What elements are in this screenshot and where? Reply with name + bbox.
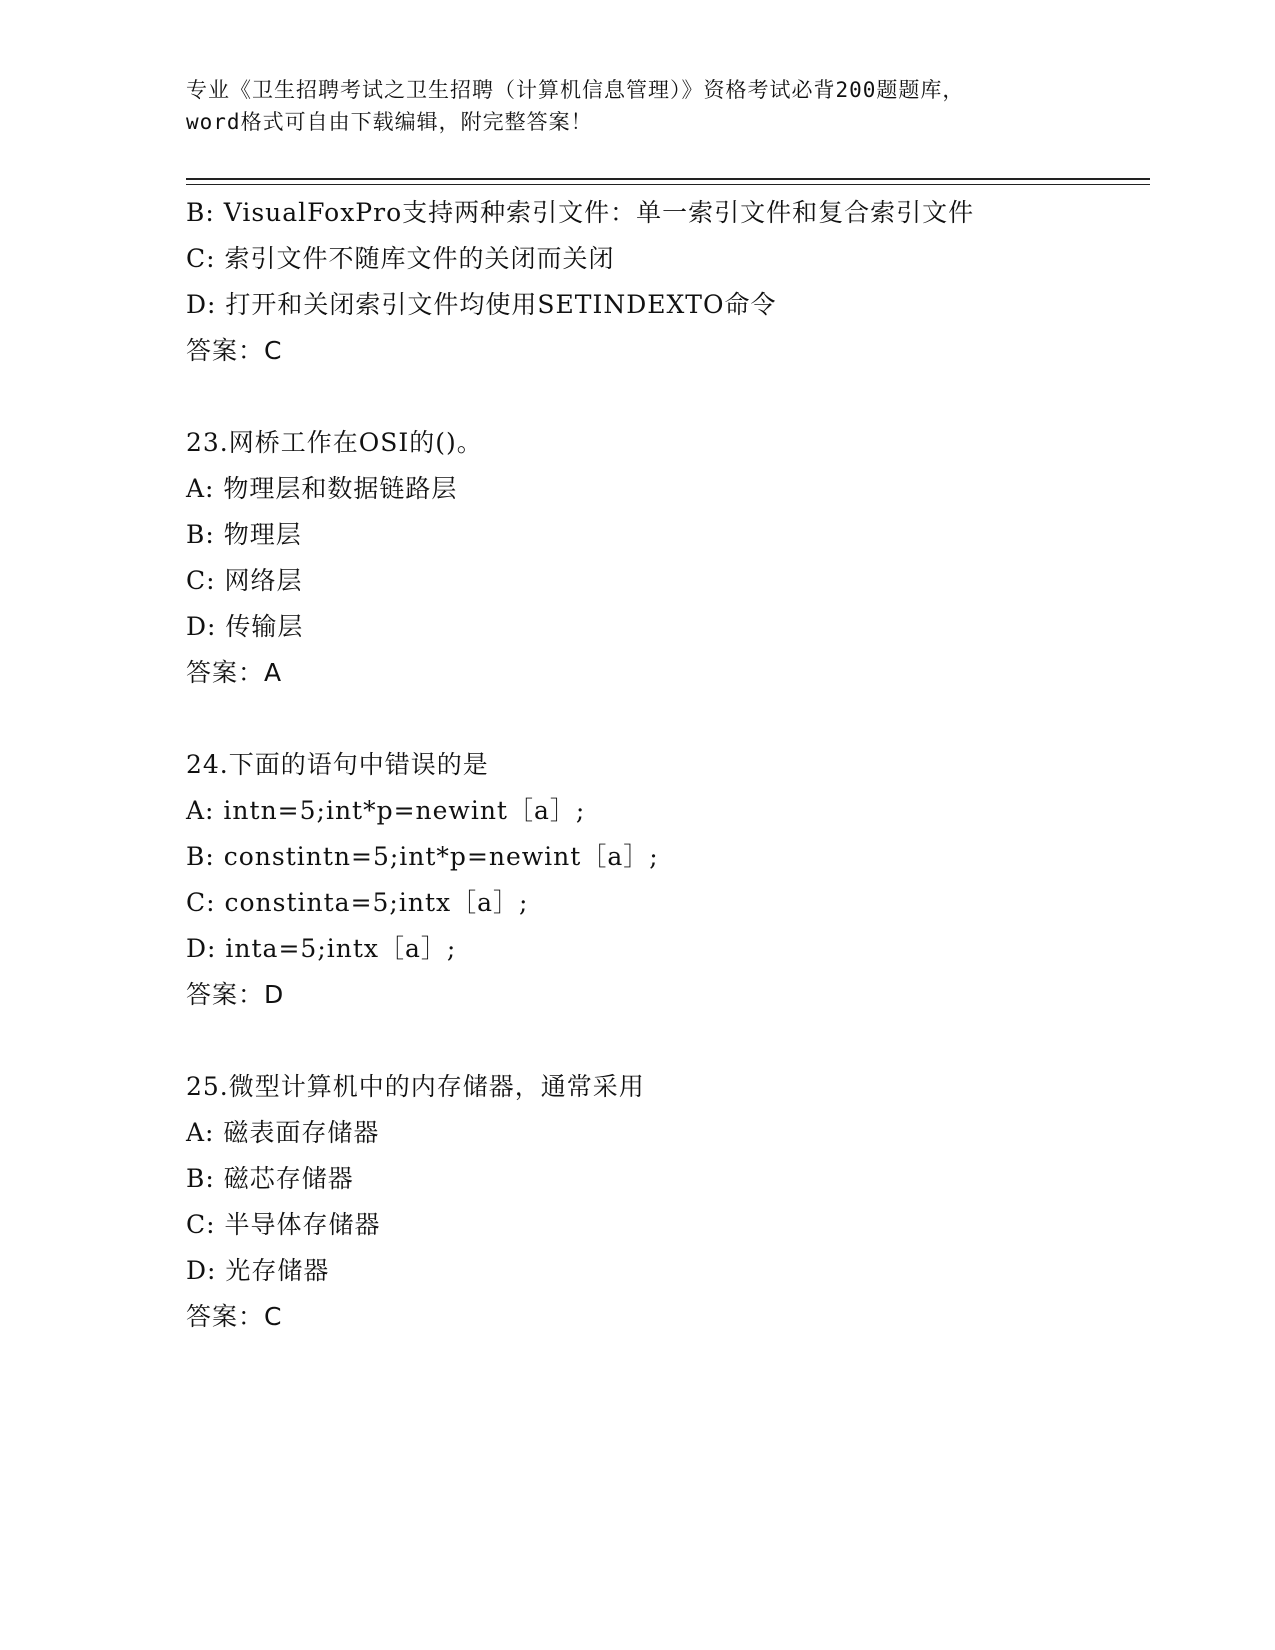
header-title-line-2: word格式可自由下载编辑，附完整答案！ (186, 110, 593, 134)
question-23 (186, 420, 1146, 696)
spacer (186, 1018, 1146, 1064)
question-24 (186, 742, 1146, 1018)
question-list (186, 190, 1146, 1340)
header-divider-thin (186, 184, 1150, 185)
question-25 (186, 1064, 1146, 1340)
option-c: C: 索引文件不随库文件的关闭而关闭 (186, 244, 615, 273)
option-d: D: inta=5;intx［a］; (186, 934, 457, 963)
question-stem: 23.网桥工作在OSI的()。 (186, 428, 483, 457)
option-a: A: intn=5;int*p=newint［a］; (186, 796, 586, 825)
answer: 答案：D (186, 980, 285, 1009)
answer: 答案：C (186, 1302, 283, 1331)
question-stem: 25.微型计算机中的内存储器，通常采用 (186, 1072, 645, 1101)
spacer (186, 374, 1146, 420)
option-b: B: 磁芯存储器 (186, 1164, 354, 1193)
header-divider-thick (186, 178, 1150, 180)
answer: 答案：A (186, 658, 283, 687)
option-b: B: 物理层 (186, 520, 302, 549)
option-b: B: VisualFoxPro支持两种索引文件：单一索引文件和复合索引文件 (186, 198, 975, 227)
option-d: D: 打开和关闭索引文件均使用SETINDEXTO命令 (186, 290, 777, 319)
option-d: D: 传输层 (186, 612, 304, 641)
header-title-line-1: 专业《卫生招聘考试之卫生招聘（计算机信息管理）》资格考试必背200题题库， (186, 78, 965, 102)
option-c: C: 网络层 (186, 566, 303, 595)
option-c: C: constinta=5;intx［a］; (186, 888, 529, 917)
option-d: D: 光存储器 (186, 1256, 330, 1285)
option-a: A: 物理层和数据链路层 (186, 474, 458, 503)
option-b: B: constintn=5;int*p=newint［a］; (186, 842, 659, 871)
option-c: C: 半导体存储器 (186, 1210, 381, 1239)
document-header (186, 74, 1076, 138)
option-a: A: 磁表面存储器 (186, 1118, 380, 1147)
question-22-tail (186, 190, 1146, 374)
spacer (186, 696, 1146, 742)
answer: 答案：C (186, 336, 283, 365)
question-stem: 24.下面的语句中错误的是 (186, 750, 489, 779)
